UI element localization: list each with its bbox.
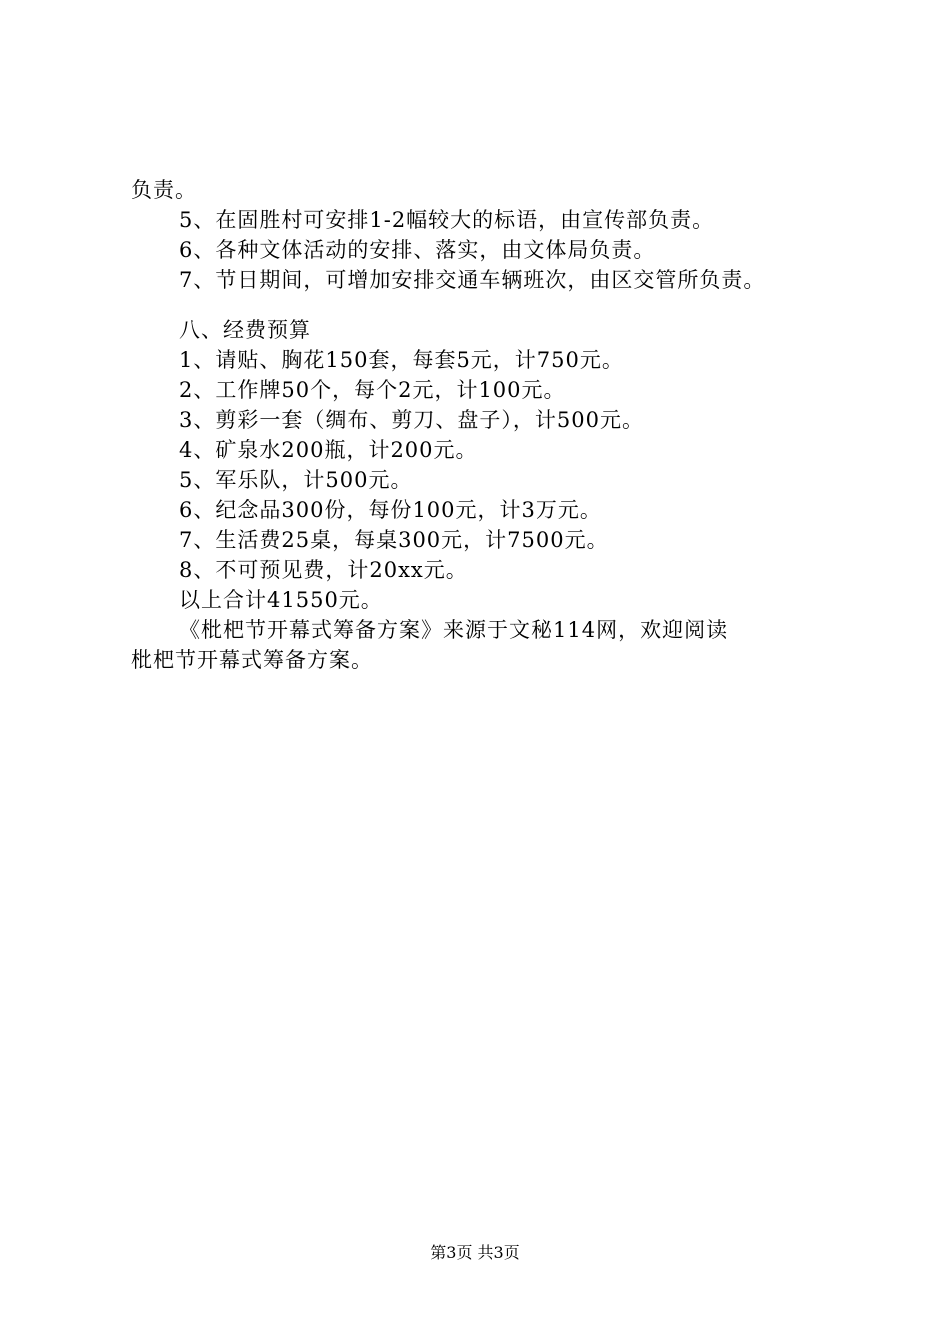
paragraph-gap	[131, 295, 871, 315]
budget-item: 4、矿泉水200瓶，计200元。	[179, 438, 478, 462]
budget-item: 5、军乐队，计500元。	[179, 468, 413, 492]
closing-line: 枇杷节开幕式筹备方案。	[131, 648, 373, 672]
closing-line: 《枇杷节开幕式筹备方案》来源于文秘114网，欢迎阅读	[179, 618, 729, 642]
document-body	[131, 175, 871, 675]
text-line: 6、各种文体活动的安排、落实，由文体局负责。	[179, 238, 656, 262]
budget-total: 以上合计41550元。	[179, 588, 383, 612]
budget-item: 1、请贴、胸花150套，每套5元，计750元。	[179, 348, 624, 372]
budget-item: 8、不可预见费，计20xx元。	[179, 558, 468, 582]
budget-item: 7、生活费25桌，每桌300元，计7500元。	[179, 528, 609, 552]
section-heading: 八、经费预算	[179, 318, 311, 342]
page-footer: 第3页 共3页	[430, 1243, 520, 1262]
text-line: 5、在固胜村可安排1-2幅较大的标语，由宣传部负责。	[179, 208, 715, 232]
budget-item: 3、剪彩一套（绸布、剪刀、盘子），计500元。	[179, 408, 644, 432]
text-line: 负责。	[131, 178, 197, 202]
text-line: 7、节日期间，可增加安排交通车辆班次，由区交管所负责。	[179, 268, 766, 292]
budget-item: 2、工作牌50个，每个2元，计100元。	[179, 378, 566, 402]
budget-item: 6、纪念品300份，每份100元，计3万元。	[179, 498, 602, 522]
